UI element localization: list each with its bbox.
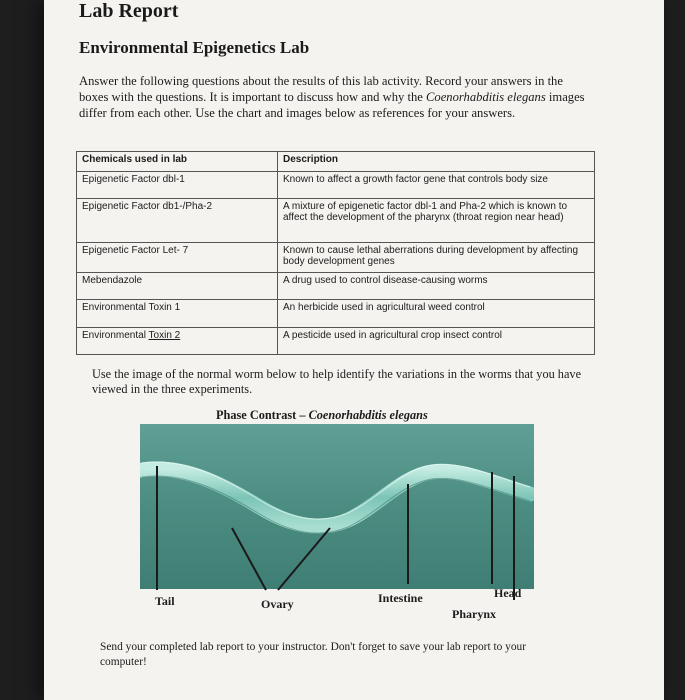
description-cell: Known to affect a growth factor gene that controls body size <box>278 172 595 199</box>
intestine-label: Intestine <box>378 591 423 605</box>
intro-text-1: Answer the following questions about the results of this lab activity. Record your answers in the boxes with the questions. It is important to discuss how and why the <box>79 74 563 104</box>
tail-label: Tail <box>155 594 175 608</box>
head-label: Head <box>494 586 522 600</box>
description-cell: An herbicide used in agricultural weed control <box>278 300 595 328</box>
pharynx-label: Pharynx <box>452 607 497 621</box>
figure-title-text: Phase Contrast – <box>216 408 309 422</box>
description-cell: Known to cause lethal aberrations during development by affecting body development genes <box>278 243 595 273</box>
header-chemicals: Chemicals used in lab <box>77 152 278 172</box>
chemical-text: Environmental <box>82 330 149 341</box>
chemical-cell: Epigenetic Factor Let- 7 <box>77 243 278 273</box>
chemical-cell: Mebendazole <box>77 273 278 300</box>
chemical-cell: Epigenetic Factor db1-/Pha-2 <box>77 199 278 243</box>
chemical-cell: Epigenetic Factor dbl-1 <box>77 172 278 199</box>
figure-title-species: Coenorhabditis elegans <box>308 408 428 422</box>
intro-species: Coenorhabditis elegans <box>426 90 546 104</box>
figure-instructions: Use the image of the normal worm below to help identify the variations in the worms that you have viewed in the three experiments. <box>92 367 582 396</box>
lab-report-page <box>44 0 664 700</box>
description-cell: A drug used to control disease-causing worms <box>278 273 595 300</box>
lab-subtitle: Environmental Epigenetics Lab <box>79 38 310 57</box>
ovary-pointer-right <box>278 528 330 590</box>
chemical-cell: Environmental Toxin 1 <box>77 300 278 328</box>
header-description: Description <box>278 152 595 172</box>
submission-note: Send your completed lab report to your instructor. Don't forget to save your lab report to your computer! <box>100 641 527 668</box>
description-cell: A pesticide used in agricultural crop insect control <box>278 328 595 355</box>
intro-text-2: images differ from each other. Use the chart and images below as references for your answers. <box>79 90 585 120</box>
ovary-label: Ovary <box>261 597 294 611</box>
chemical-text-underlined: Toxin 2 <box>148 330 181 341</box>
ovary-pointer-left <box>232 528 266 590</box>
page-title: Lab Report <box>79 0 179 22</box>
pointer-lines <box>44 0 664 700</box>
description-cell: A mixture of epigenetic factor dbl-1 and Pha-2 which is known to affect the development of the pharynx (throat region near head) <box>278 199 595 243</box>
